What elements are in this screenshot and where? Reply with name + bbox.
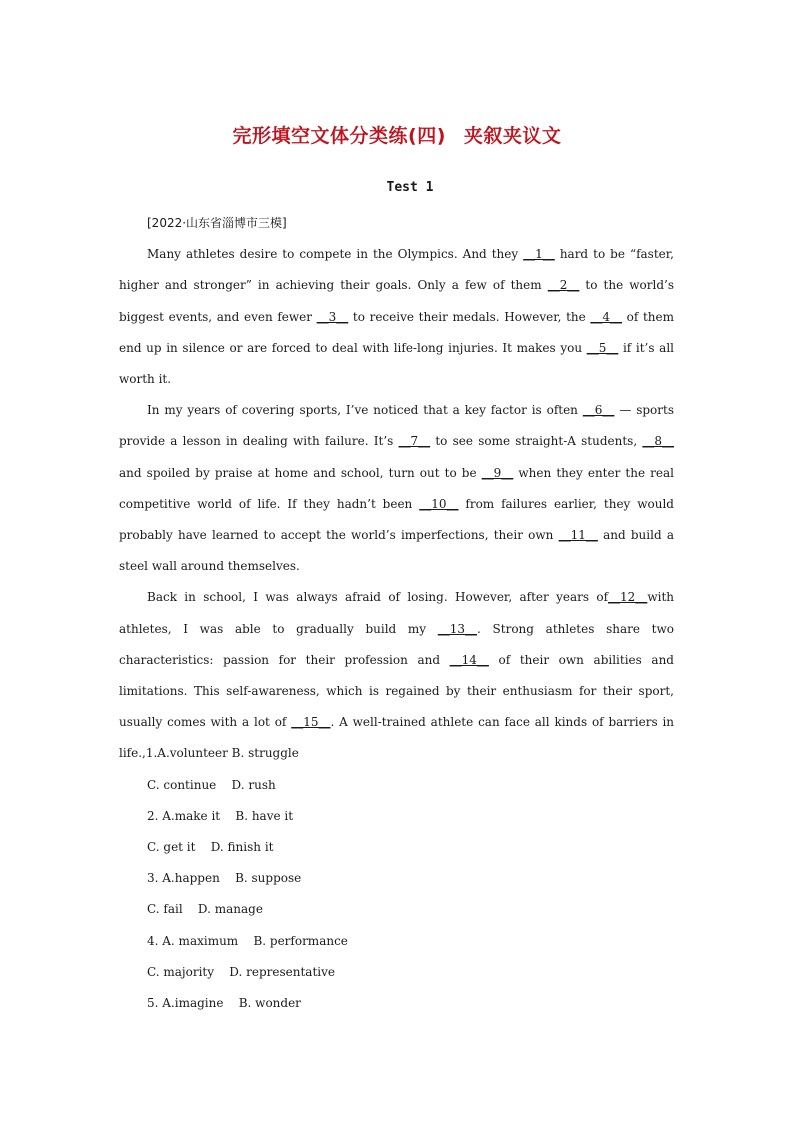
test-heading: Test 1 — [386, 180, 434, 195]
passage-text: of their own abilities and limitations. This self-awareness, which is regained by their enthusiasm for their sport, usually comes with a lot of — [119, 652, 674, 730]
passage-text: — sports provide a lesson in dealing with failure. It’s — [119, 403, 674, 449]
answer-blank: __4__ — [590, 309, 623, 324]
answer-blank: __1__ — [523, 247, 555, 262]
passage-text: with athletes, I was able to gradually build my — [119, 590, 674, 636]
passage-text: and spoiled by praise at home and school, turn out to be — [119, 465, 482, 480]
options-list — [119, 770, 674, 1020]
answer-blank: __15__ — [291, 715, 331, 730]
source-citation: [2022·山东省淄博市三模] — [147, 216, 287, 230]
passage-text: . A well-trained athlete can face all kinds of barriers in life.,1.A.volunteer B. struggle — [119, 715, 675, 761]
passage-text: to the world’s biggest events, and even fewer — [119, 278, 674, 324]
passage-text: In my years of covering sports, I’ve noticed that a key factor is often — [147, 403, 583, 418]
passage-container — [119, 208, 674, 1019]
option-line: C. continue D. rush — [147, 777, 276, 792]
passage-paragraph — [119, 239, 674, 395]
passage-text: if it’s all worth it. — [119, 340, 674, 387]
answer-blank: __14__ — [449, 652, 489, 667]
passage-text: and build a steel wall around themselves. — [119, 528, 674, 574]
passage-text: hard to be “faster, higher and stronger” in achieving their goals. Only a few of them — [119, 247, 674, 293]
passage-text: from failures earlier, they would probably have learned to accept the world’s imperfections, their own — [119, 496, 674, 543]
title-genre: 夹叙夹议文 — [463, 125, 562, 147]
passage-text: . Strong athletes share two characteristics: passion for their profession and — [119, 621, 674, 667]
option-line: 5. A.imagine B. wonder — [147, 996, 301, 1011]
answer-blank: __6__ — [582, 403, 615, 418]
answer-blank: __7__ — [398, 434, 431, 449]
passage-text: Many athletes desire to compete in the Olympics. And they — [147, 247, 524, 262]
passage-text: to see some straight-A students, — [430, 434, 643, 449]
title-main: 完形填空文体分类练(四) — [232, 125, 446, 147]
page-title — [0, 121, 794, 148]
option-line: C. majority D. representative — [147, 964, 335, 979]
passage-text: when they enter the real competitive world of life. If they hadn’t been — [119, 465, 675, 511]
answer-blank: __10__ — [419, 496, 459, 511]
answer-blank: __2__ — [547, 278, 580, 293]
answer-blank: __13__ — [437, 621, 478, 636]
passage-text: of them end up in silence or are forced to deal with life-long injuries. It makes you — [119, 309, 674, 355]
option-line: 3. A.happen B. suppose — [147, 871, 302, 886]
passage-body — [119, 239, 674, 769]
passage-paragraph — [119, 395, 674, 582]
answer-blank: __8__ — [642, 434, 674, 449]
passage-text: to receive their medals. However, the — [348, 309, 591, 324]
passage-paragraph — [119, 582, 674, 769]
answer-blank: __5__ — [586, 340, 619, 355]
option-line: C. fail D. manage — [147, 902, 263, 917]
option-line: C. get it D. finish it — [147, 840, 274, 855]
answer-blank: __3__ — [316, 309, 349, 324]
answer-blank: __12__ — [608, 590, 648, 605]
option-line: 4. A. maximum B. performance — [147, 933, 348, 948]
answer-blank: __9__ — [481, 465, 514, 480]
option-line: 2. A.make it B. have it — [147, 808, 294, 823]
passage-text: Back in school, I was always afraid of losing. However, after years of — [147, 590, 609, 605]
answer-blank: __11__ — [558, 528, 598, 543]
